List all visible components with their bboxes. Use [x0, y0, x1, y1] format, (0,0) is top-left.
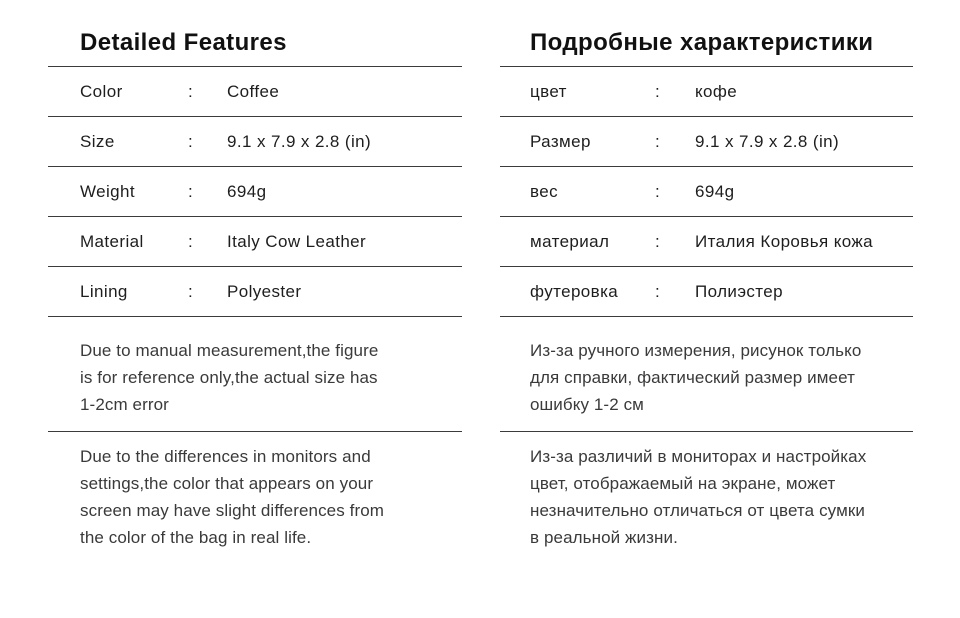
spec-label: материал [530, 231, 610, 251]
spec-row-weight-ru [500, 167, 913, 217]
column-title-russian: Подробные характеристики [500, 0, 913, 67]
note-line: цвет, отображаемый на экране, может [530, 474, 836, 493]
spec-value: 694g [695, 181, 735, 201]
spec-value: Polyester [227, 281, 302, 301]
note-line: в реальной жизни. [530, 528, 678, 547]
spec-label: Size [80, 131, 115, 151]
note-line: для справки, фактический размер имеет [530, 368, 855, 387]
spec-column-russian [500, 0, 913, 564]
spec-label: цвет [530, 81, 567, 101]
spec-colon: : [655, 231, 661, 251]
spec-row-size [48, 117, 462, 167]
spec-column-english [48, 0, 462, 564]
spec-label: Material [80, 231, 144, 251]
note-line: Due to manual measurement,the figure [80, 341, 379, 360]
spec-colon: : [655, 81, 661, 101]
spec-row-material [48, 217, 462, 267]
spec-row-lining [48, 267, 462, 317]
spec-row-material-ru [500, 217, 913, 267]
spec-colon: : [188, 131, 194, 151]
spec-value: 694g [227, 181, 267, 201]
note-line: the color of the bag in real life. [80, 528, 312, 547]
note-line: Из-за различий в мониторах и настройках [530, 447, 867, 466]
note-line: незначительно отличаться от цвета сумки [530, 501, 865, 520]
spec-colon: : [655, 131, 661, 151]
spec-value: кофе [695, 81, 738, 101]
spec-row-size-ru [500, 117, 913, 167]
spec-value: Полиэстер [695, 281, 783, 301]
spec-label: Размер [530, 131, 591, 151]
measurement-disclaimer-russian [500, 317, 913, 432]
spec-value: 9.1 x 7.9 x 2.8 (in) [227, 131, 372, 151]
spec-colon: : [655, 281, 661, 301]
note-line: Из-за ручного измерения, рисунок только [530, 341, 862, 360]
measurement-disclaimer-english [48, 317, 462, 432]
spec-label: Color [80, 81, 123, 101]
spec-label: Lining [80, 281, 128, 301]
spec-row-weight [48, 167, 462, 217]
spec-row-color [48, 67, 462, 117]
note-line: screen may have slight differences from [80, 501, 385, 520]
spec-label: футеровка [530, 281, 619, 301]
spec-colon: : [188, 181, 194, 201]
spec-row-color-ru [500, 67, 913, 117]
note-line: 1-2cm error [80, 395, 169, 414]
spec-colon: : [655, 181, 661, 201]
spec-value: Italy Cow Leather [227, 231, 367, 251]
column-title-english: Detailed Features [48, 0, 462, 67]
note-line: settings,the color that appears on your [80, 474, 374, 493]
monitor-disclaimer-english [48, 432, 462, 564]
spec-value: Coffee [227, 81, 280, 101]
note-line: ошибку 1-2 см [530, 395, 644, 414]
note-line: is for reference only,the actual size has [80, 368, 378, 387]
spec-row-lining-ru [500, 267, 913, 317]
note-line: Due to the differences in monitors and [80, 447, 371, 466]
spec-label: вес [530, 181, 558, 201]
spec-value: 9.1 x 7.9 x 2.8 (in) [695, 131, 840, 151]
spec-label: Weight [80, 181, 136, 201]
spec-colon: : [188, 231, 194, 251]
monitor-disclaimer-russian [500, 432, 913, 564]
spec-colon: : [188, 281, 194, 301]
spec-colon: : [188, 81, 194, 101]
spec-value: Италия Коровья кожа [695, 231, 874, 251]
